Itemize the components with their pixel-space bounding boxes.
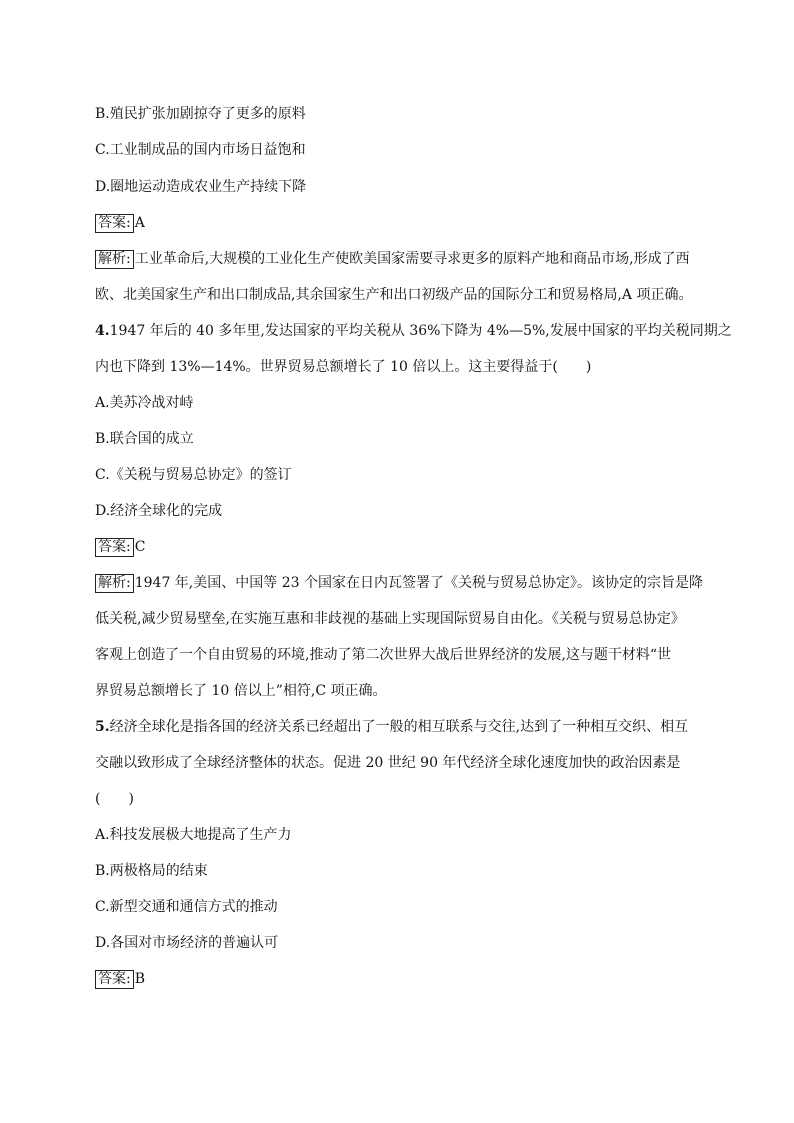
q4-analysis-line-3: 客观上创造了一个自由贸易的环境,推动了第二次世界大战后世界经济的发展,这与题干材料“世 [95, 647, 672, 663]
q5-answer [95, 969, 145, 989]
q4-analysis [95, 573, 703, 593]
answer-value: C [134, 539, 146, 555]
q4-option-b: B.联合国的成立 [95, 431, 194, 447]
q5-option-a: A.科技发展极大地提高了生产力 [95, 827, 292, 843]
q4-answer [95, 537, 145, 557]
q4-option-a: A.美苏冷战对峙 [95, 395, 194, 411]
q5-option-c: C.新型交通和通信方式的推动 [95, 899, 278, 915]
answer-value: A [134, 215, 145, 231]
q3-analysis-line-2: 欧、北美国家生产和出口制成品,其余国家生产和出口初级产品的国际分工和贸易格局,A 项正确。 [95, 287, 693, 303]
analysis-label: 解析: [95, 574, 134, 593]
q5-stem-line-3: ( ) [95, 791, 134, 807]
answer-label: 答案: [95, 970, 134, 989]
answer-value: B [134, 971, 146, 987]
q5-option-d: D.各国对市场经济的普遍认可 [95, 935, 279, 951]
q4-analysis-line-4: 界贸易总额增长了 10 倍以上”相符,C 项正确。 [95, 683, 387, 699]
q4-stem [95, 321, 732, 341]
q5-stem-line-2: 交融以致形成了全球经济整体的状态。促进 20 世纪 90 年代经济全球化速度加快的政治因素是 [95, 755, 681, 771]
answer-label: 答案: [95, 214, 134, 233]
q3-option-c: C.工业制成品的国内市场日益饱和 [95, 142, 306, 158]
q3-option-b: B.殖民扩张加剧掠夺了更多的原料 [95, 106, 306, 122]
q4-stem-line-2: 内也下降到 13%—14%。世界贸易总额增长了 10 倍以上。这主要得益于( ) [95, 359, 592, 375]
q3-option-d: D.圈地运动造成农业生产持续下降 [95, 179, 307, 195]
question-number: 5. [95, 719, 110, 735]
question-stem-text: 1947 年后的 40 多年里,发达国家的平均关税从 36%下降为 4%—5%,发展中国家的平均关税同期之 [109, 323, 732, 339]
q4-analysis-line-2: 低关税,减少贸易壁垒,在实施互惠和非歧视的基础上实现国际贸易自由化。《关税与贸易总协定》 [95, 611, 685, 627]
q4-option-c: C.《关税与贸易总协定》的签订 [95, 467, 292, 483]
q5-option-b: B.两极格局的结束 [95, 863, 208, 879]
analysis-label: 解析: [95, 250, 134, 269]
q3-analysis [95, 249, 690, 269]
question-number: 4. [95, 323, 110, 339]
analysis-text: 工业革命后,大规模的工业化生产使欧美国家需要寻求更多的原料产地和商品市场,形成了西 [134, 251, 690, 267]
q5-stem [95, 717, 688, 737]
q4-option-d: D.经济全球化的完成 [95, 503, 223, 519]
question-stem-text: 经济全球化是指各国的经济关系已经超出了一般的相互联系与交往,达到了一种相互交织、相互 [109, 719, 689, 735]
analysis-text: 1947 年,美国、中国等 23 个国家在日内瓦签署了《关税与贸易总协定》。该协定的宗旨是降 [134, 575, 703, 591]
answer-label: 答案: [95, 538, 134, 557]
q3-answer [95, 213, 145, 233]
